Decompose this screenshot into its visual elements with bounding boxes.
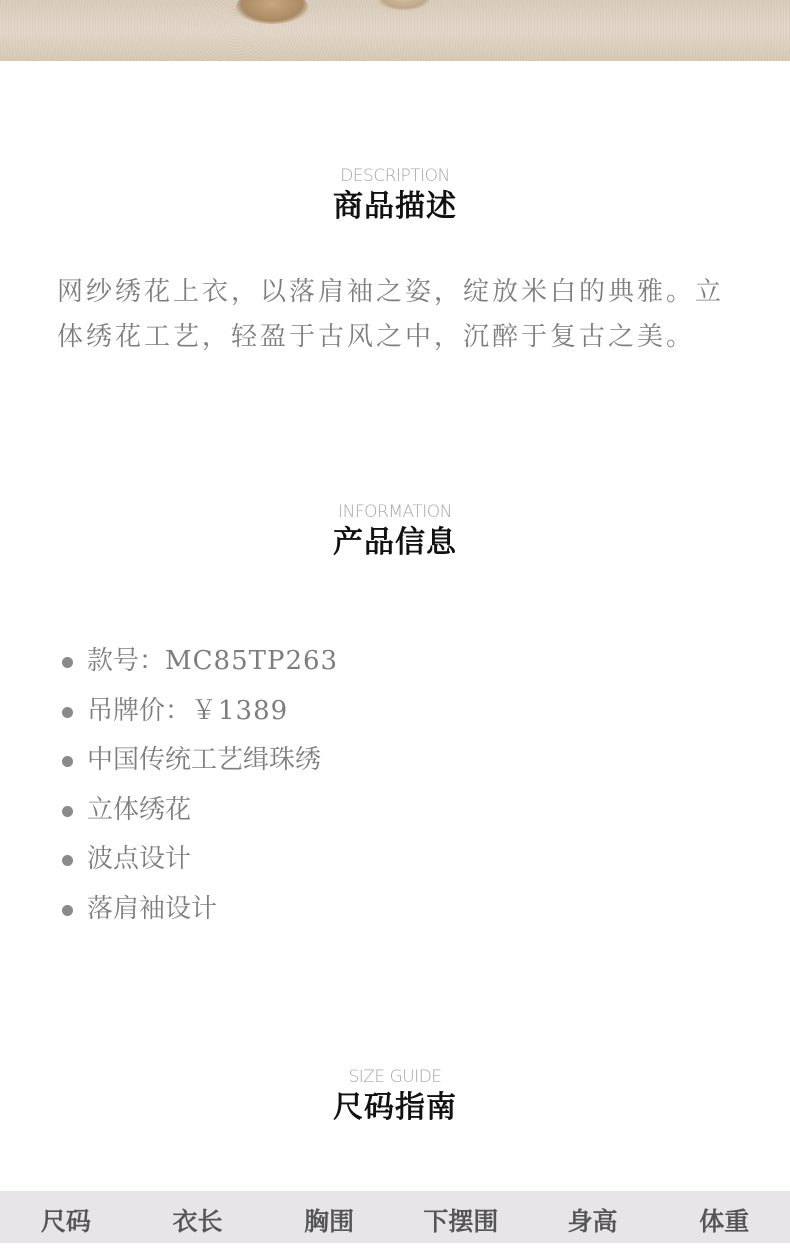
info-label: 波点设计	[87, 844, 192, 874]
size-column-header: 尺码	[40, 1207, 91, 1236]
information-heading-en: INFORMATION	[338, 502, 452, 522]
info-value: MC85TP263	[165, 646, 339, 676]
list-item	[60, 835, 338, 885]
info-value: ￥1389	[191, 695, 289, 726]
bullet-icon	[62, 905, 73, 916]
list-item	[60, 687, 338, 737]
list-item	[60, 736, 338, 786]
product-info-list	[60, 637, 338, 934]
size-table-header	[0, 1191, 790, 1243]
info-label: 落肩袖设计	[87, 893, 218, 924]
info-label: 立体绣花	[87, 794, 192, 825]
description-text: 网纱绣花上衣，以落肩袖之姿，绽放米白的典雅。立体绣花工艺，轻盈于古风之中，沉醉于复古之美。	[57, 277, 725, 352]
bullet-icon	[62, 707, 73, 718]
size-guide-heading-zh: 尺码指南	[333, 1090, 457, 1125]
sandal-image	[378, 0, 430, 10]
description-heading	[0, 165, 790, 227]
size-column-header: 身高	[567, 1207, 618, 1236]
information-heading	[0, 501, 790, 563]
info-label: 中国传统工艺缉珠绣	[87, 745, 322, 775]
size-column-header: 胸围	[304, 1207, 355, 1236]
description-heading-zh: 商品描述	[333, 189, 457, 224]
list-item	[60, 786, 338, 836]
bullet-icon	[62, 756, 73, 767]
size-column-header: 衣长	[172, 1207, 223, 1236]
hero-photo	[0, 0, 790, 61]
size-guide-heading-en: SIZE GUIDE	[348, 1067, 442, 1087]
bullet-icon	[62, 657, 73, 668]
size-guide-heading	[0, 1066, 790, 1128]
size-column-header: 体重	[699, 1207, 750, 1236]
bullet-icon	[62, 855, 73, 866]
list-item	[60, 637, 338, 687]
bullet-icon	[62, 806, 73, 817]
description-heading-en: DESCRIPTION	[340, 166, 450, 186]
list-item	[60, 885, 338, 935]
info-label: 吊牌价：	[87, 695, 192, 726]
info-label: 款号：	[87, 646, 166, 676]
information-heading-zh: 产品信息	[333, 525, 457, 560]
sandal-image	[236, 0, 308, 24]
size-column-header: 下摆围	[423, 1207, 499, 1236]
